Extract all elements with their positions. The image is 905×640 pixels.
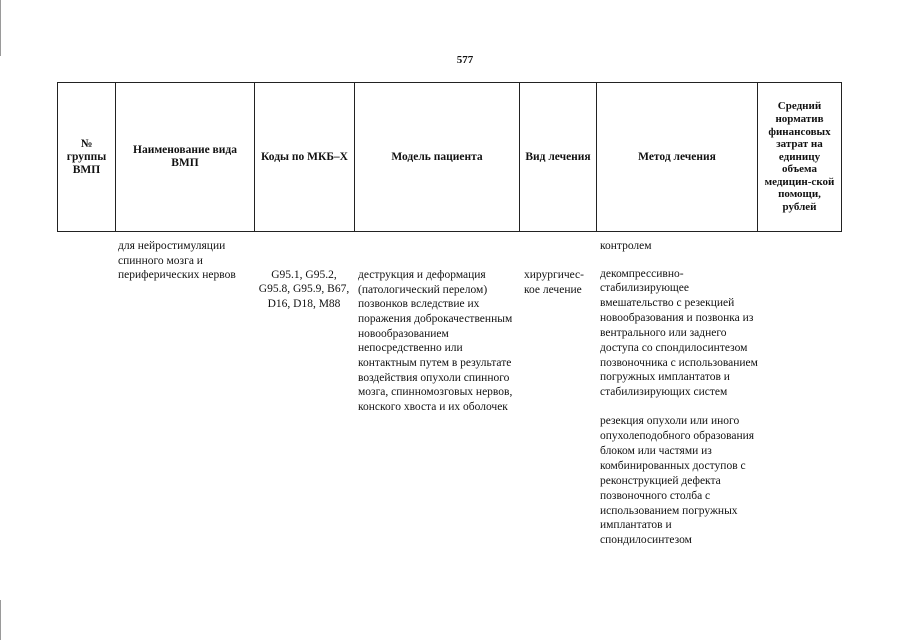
header-treatment-type: Вид лечения — [520, 83, 597, 232]
table-header — [57, 82, 842, 232]
scan-edge-line — [0, 600, 1, 640]
header-vmp-name: Наименование вида ВМП — [116, 83, 255, 232]
header-treatment-method: Метод лечения — [597, 83, 758, 232]
cell-treatment-type: хирургичес-кое лечение — [524, 269, 584, 296]
page-number: 577 — [456, 54, 474, 66]
header-avg-cost: Средний норматив финансовых затрат на единицу объема медицин-ской помощи, рублей — [758, 83, 842, 232]
scan-edge-line — [0, 0, 1, 56]
header-icd-codes: Коды по МКБ–Х — [255, 83, 355, 232]
cell-treatment-method — [600, 239, 760, 548]
method-continuation: контролем — [600, 240, 652, 252]
method-item: резекция опухоли или иного опухолеподобного образования блоком или частями из комбинированных доступов с реконструкцией дефекта позвоночного столба с использованием погружных имплантатов и спондилосинтезом — [600, 415, 755, 547]
method-item: декомпрессивно-стабилизирующее вмешательство с резекцией новообразования и позвонка из вентрального или заднего доступа со спондилосинтезом позвоночника с использованием погружных имплантатов и стабилизирующих систем — [600, 267, 758, 399]
cell-vmp-name: для нейростимуляции спинного мозга и периферических нервов — [118, 240, 236, 281]
header-group-no: № группы ВМП — [58, 83, 116, 232]
header-patient-model: Модель пациента — [355, 83, 520, 232]
cell-patient-model: деструкция и деформация (патологический перелом) позвонков вследствие их поражения доброкачественным новообразованием непосредственно или контактным путем в результате воздействия опухоли спинного мозга, спинномозговых нервов, конского хвоста и их оболочек — [358, 269, 513, 413]
cell-icd-codes: G95.1, G95.2, G95.8, G95.9, B67, D16, D18, M88 — [258, 269, 350, 310]
